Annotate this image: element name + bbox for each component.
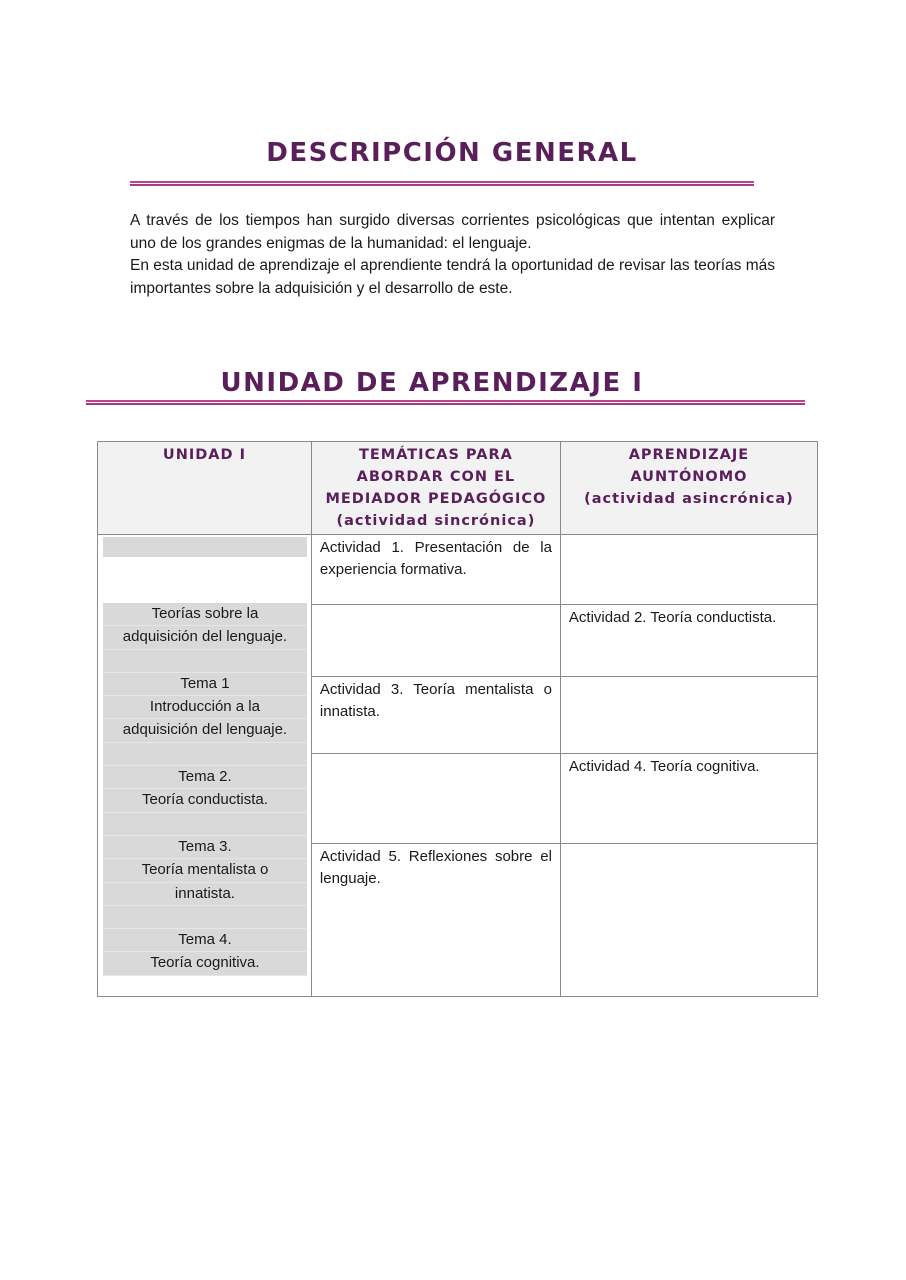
unit-title-rule (86, 400, 805, 405)
topic-line: Teoría conductista. (103, 789, 307, 812)
header-line: UNIDAD I (162, 447, 246, 463)
topic-line (103, 650, 307, 673)
sync-activity-cell (311, 754, 560, 844)
async-activity-cell (560, 754, 817, 844)
sync-activity-cell (311, 604, 560, 676)
header-line: (actividad sincrónica) (336, 513, 536, 529)
topic-line: adquisición del lenguaje. (103, 719, 307, 742)
description-body (130, 210, 775, 300)
async-activity-cell (560, 676, 817, 753)
header-line: ABORDAR CON EL (356, 469, 516, 485)
activity-text: Actividad 3. Teoría mentalista o innatista. (319, 680, 552, 720)
topic-line: Tema 2. (103, 766, 307, 789)
unit-title: UNIDAD DE APRENDIZAJE I (220, 368, 644, 398)
table-row (98, 535, 818, 605)
async-activity-cell (560, 535, 817, 605)
activity-text (561, 535, 817, 537)
header-line: TEMÁTICAS PARA (358, 447, 513, 463)
unit-topic-list (103, 603, 307, 976)
description-paragraph-2: En esta unidad de aprendizaje el aprendiente tendrá la oportunidad de revisar las teorías más importantes sobre la adquisición y el desarrollo de este. (130, 257, 775, 297)
activity-text: Actividad 5. Reflexiones sobre el lenguaje. (319, 848, 552, 888)
header-line: AUNTÓNOMO (630, 469, 748, 485)
topic-line: Tema 3. (103, 836, 307, 859)
header-line: APRENDIZAJE (628, 447, 750, 463)
table-header-row (98, 442, 818, 535)
activity-text: Actividad 4. Teoría cognitiva. (568, 758, 760, 776)
description-title: DESCRIPCIÓN GENERAL (266, 138, 638, 168)
sync-activity-cell (311, 844, 560, 997)
topic-line: Teorías sobre la (103, 603, 307, 626)
sync-activity-cell (311, 535, 560, 605)
topic-line (103, 906, 307, 929)
activity-text (561, 844, 817, 846)
sync-activity-cell (311, 676, 560, 753)
header-sync-topics (311, 442, 560, 535)
topic-line: innatista. (103, 883, 307, 906)
activity-text (561, 677, 817, 679)
topic-line: Tema 4. (103, 929, 307, 952)
topic-line (103, 743, 307, 766)
topic-line: Teoría mentalista o (103, 859, 307, 882)
activity-text: Actividad 2. Teoría conductista. (568, 608, 777, 626)
unit-gray-strip (103, 537, 307, 557)
topic-line: Tema 1 (103, 673, 307, 696)
header-line: (actividad asincrónica) (584, 491, 794, 507)
learning-unit-table (97, 441, 818, 997)
header-line: MEDIADOR PEDAGÓGICO (325, 491, 547, 507)
description-paragraph-1: A través de los tiempos han surgido diversas corrientes psicológicas que intentan explicar uno de los grandes enigmas de la humanidad: el lenguaje. (130, 212, 775, 252)
async-activity-cell (560, 844, 817, 997)
activity-text (312, 605, 560, 607)
async-activity-cell (560, 604, 817, 676)
topic-line (103, 813, 307, 836)
header-async-learning (560, 442, 817, 535)
activity-text (312, 754, 560, 756)
topic-line: Teoría cognitiva. (103, 952, 307, 975)
unit-topics-cell (98, 535, 312, 997)
topic-line: adquisición del lenguaje. (103, 626, 307, 649)
header-unit (98, 442, 312, 535)
description-title-rule (130, 181, 754, 186)
topic-line: Introducción a la (103, 696, 307, 719)
activity-text: Actividad 1. Presentación de la experiencia formativa. (319, 539, 552, 578)
